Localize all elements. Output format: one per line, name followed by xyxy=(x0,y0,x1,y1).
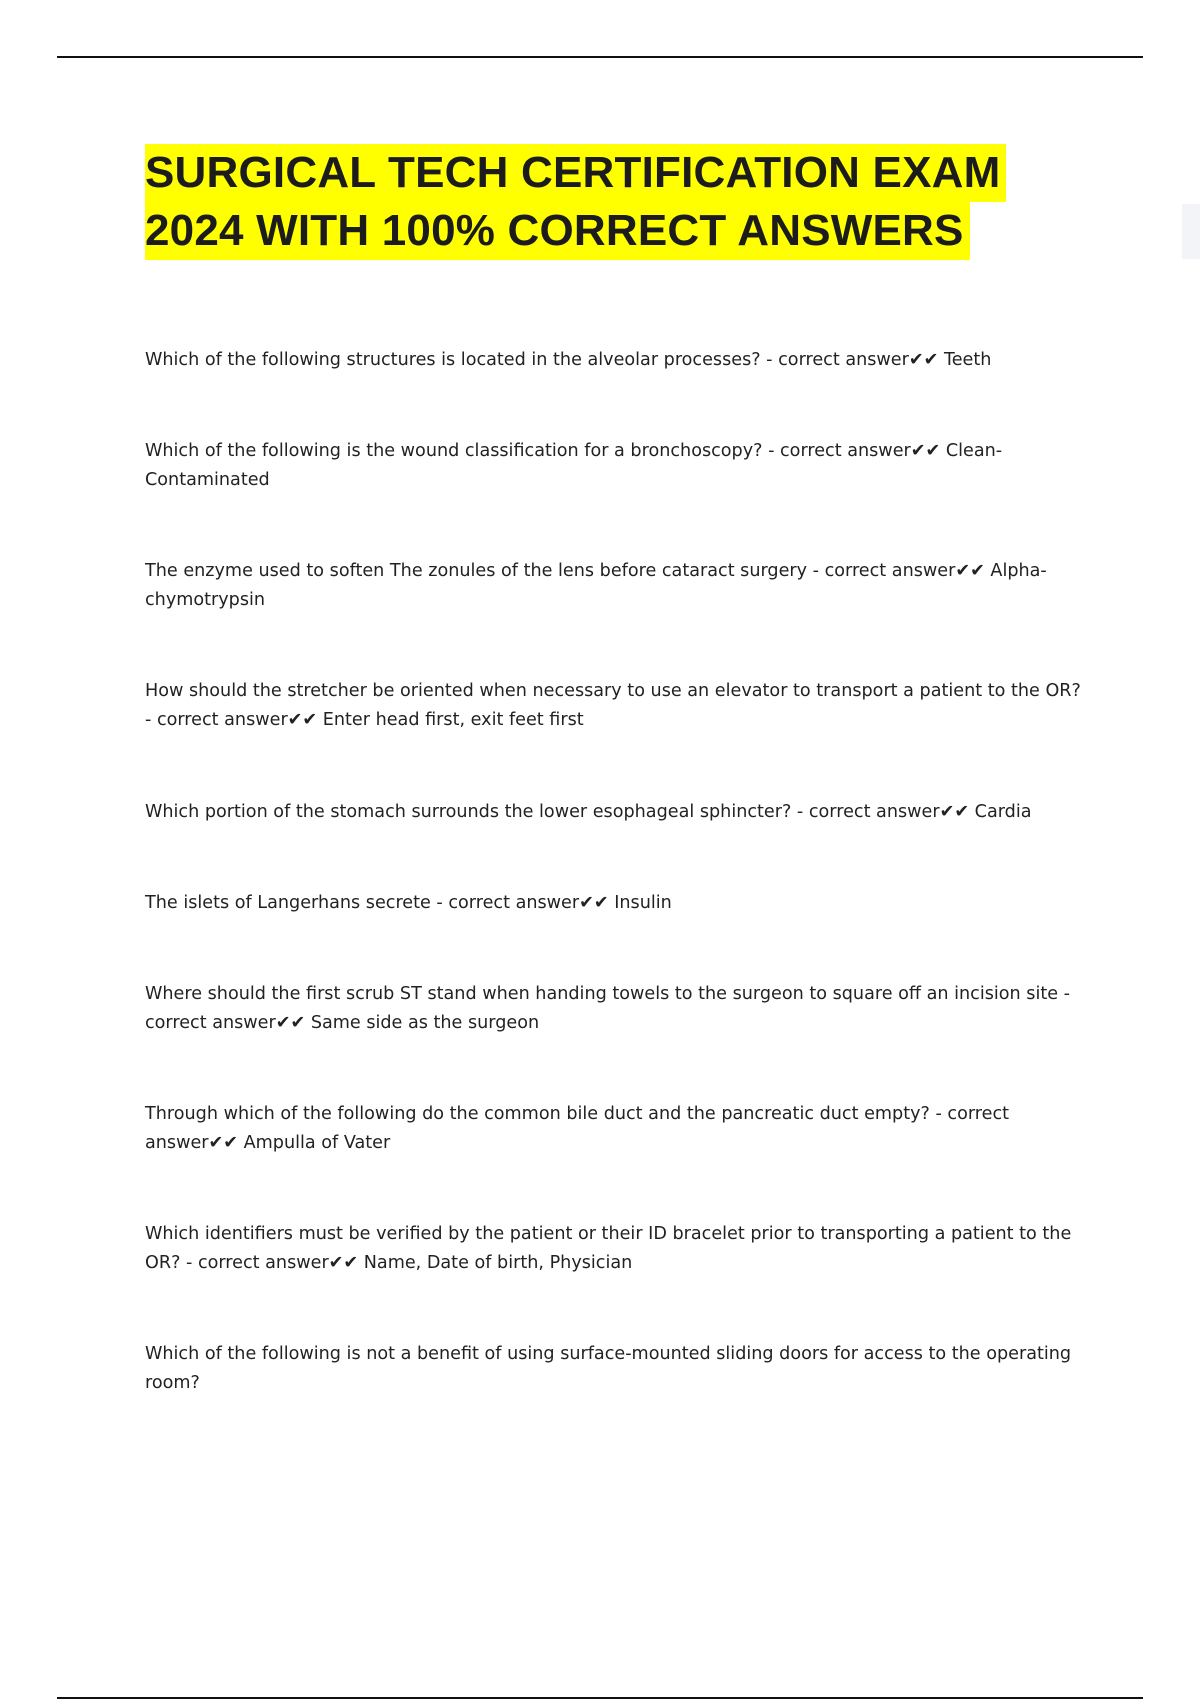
qa-item-9: Which identifiers must be verified by the patient or their ID bracelet prior to transporting a patient to the OR? - correct answer✔✔ Name, Date of birth, Physician xyxy=(145,1224,1072,1273)
qa-item-6: The islets of Langerhans secrete - correct answer✔✔ Insulin xyxy=(145,893,672,913)
qa-item-2: Which of the following is the wound classification for a bronchoscopy? - correct answer✔✔ Clean-Contaminated xyxy=(145,441,1003,490)
top-rule xyxy=(57,56,1143,58)
bottom-rule xyxy=(57,1697,1143,1699)
title-line-2: 2024 WITH 100% CORRECT ANSWERS xyxy=(145,202,970,260)
qa-item-3: The enzyme used to soften The zonules of the lens before cataract surgery - correct answer✔✔ Alpha-chymotrypsin xyxy=(145,561,1047,610)
qa-item-5: Which portion of the stomach surrounds the lower esophageal sphincter? - correct answer✔✔ Cardia xyxy=(145,802,1032,822)
title-line-1: SURGICAL TECH CERTIFICATION EXAM xyxy=(145,144,1006,202)
qa-item-8: Through which of the following do the common bile duct and the pancreatic duct empty? - correct answer✔✔ Ampulla of Vater xyxy=(145,1104,1010,1153)
title-highlight-pad xyxy=(1182,204,1200,259)
document-title xyxy=(145,144,1090,260)
qa-item-4: How should the stretcher be oriented when necessary to use an elevator to transport a patient to the OR? - correct answer✔✔ Enter head first, exit feet first xyxy=(145,681,1081,730)
qa-item-7: Where should the first scrub ST stand when handing towels to the surgeon to square off an incision site - correct answer✔✔ Same side as the surgeon xyxy=(145,984,1071,1033)
qa-item-1: Which of the following structures is located in the alveolar processes? - correct answer✔✔ Teeth xyxy=(145,350,992,370)
qa-item-10: Which of the following is not a benefit of using surface-mounted sliding doors for access to the operating room? xyxy=(145,1344,1072,1393)
